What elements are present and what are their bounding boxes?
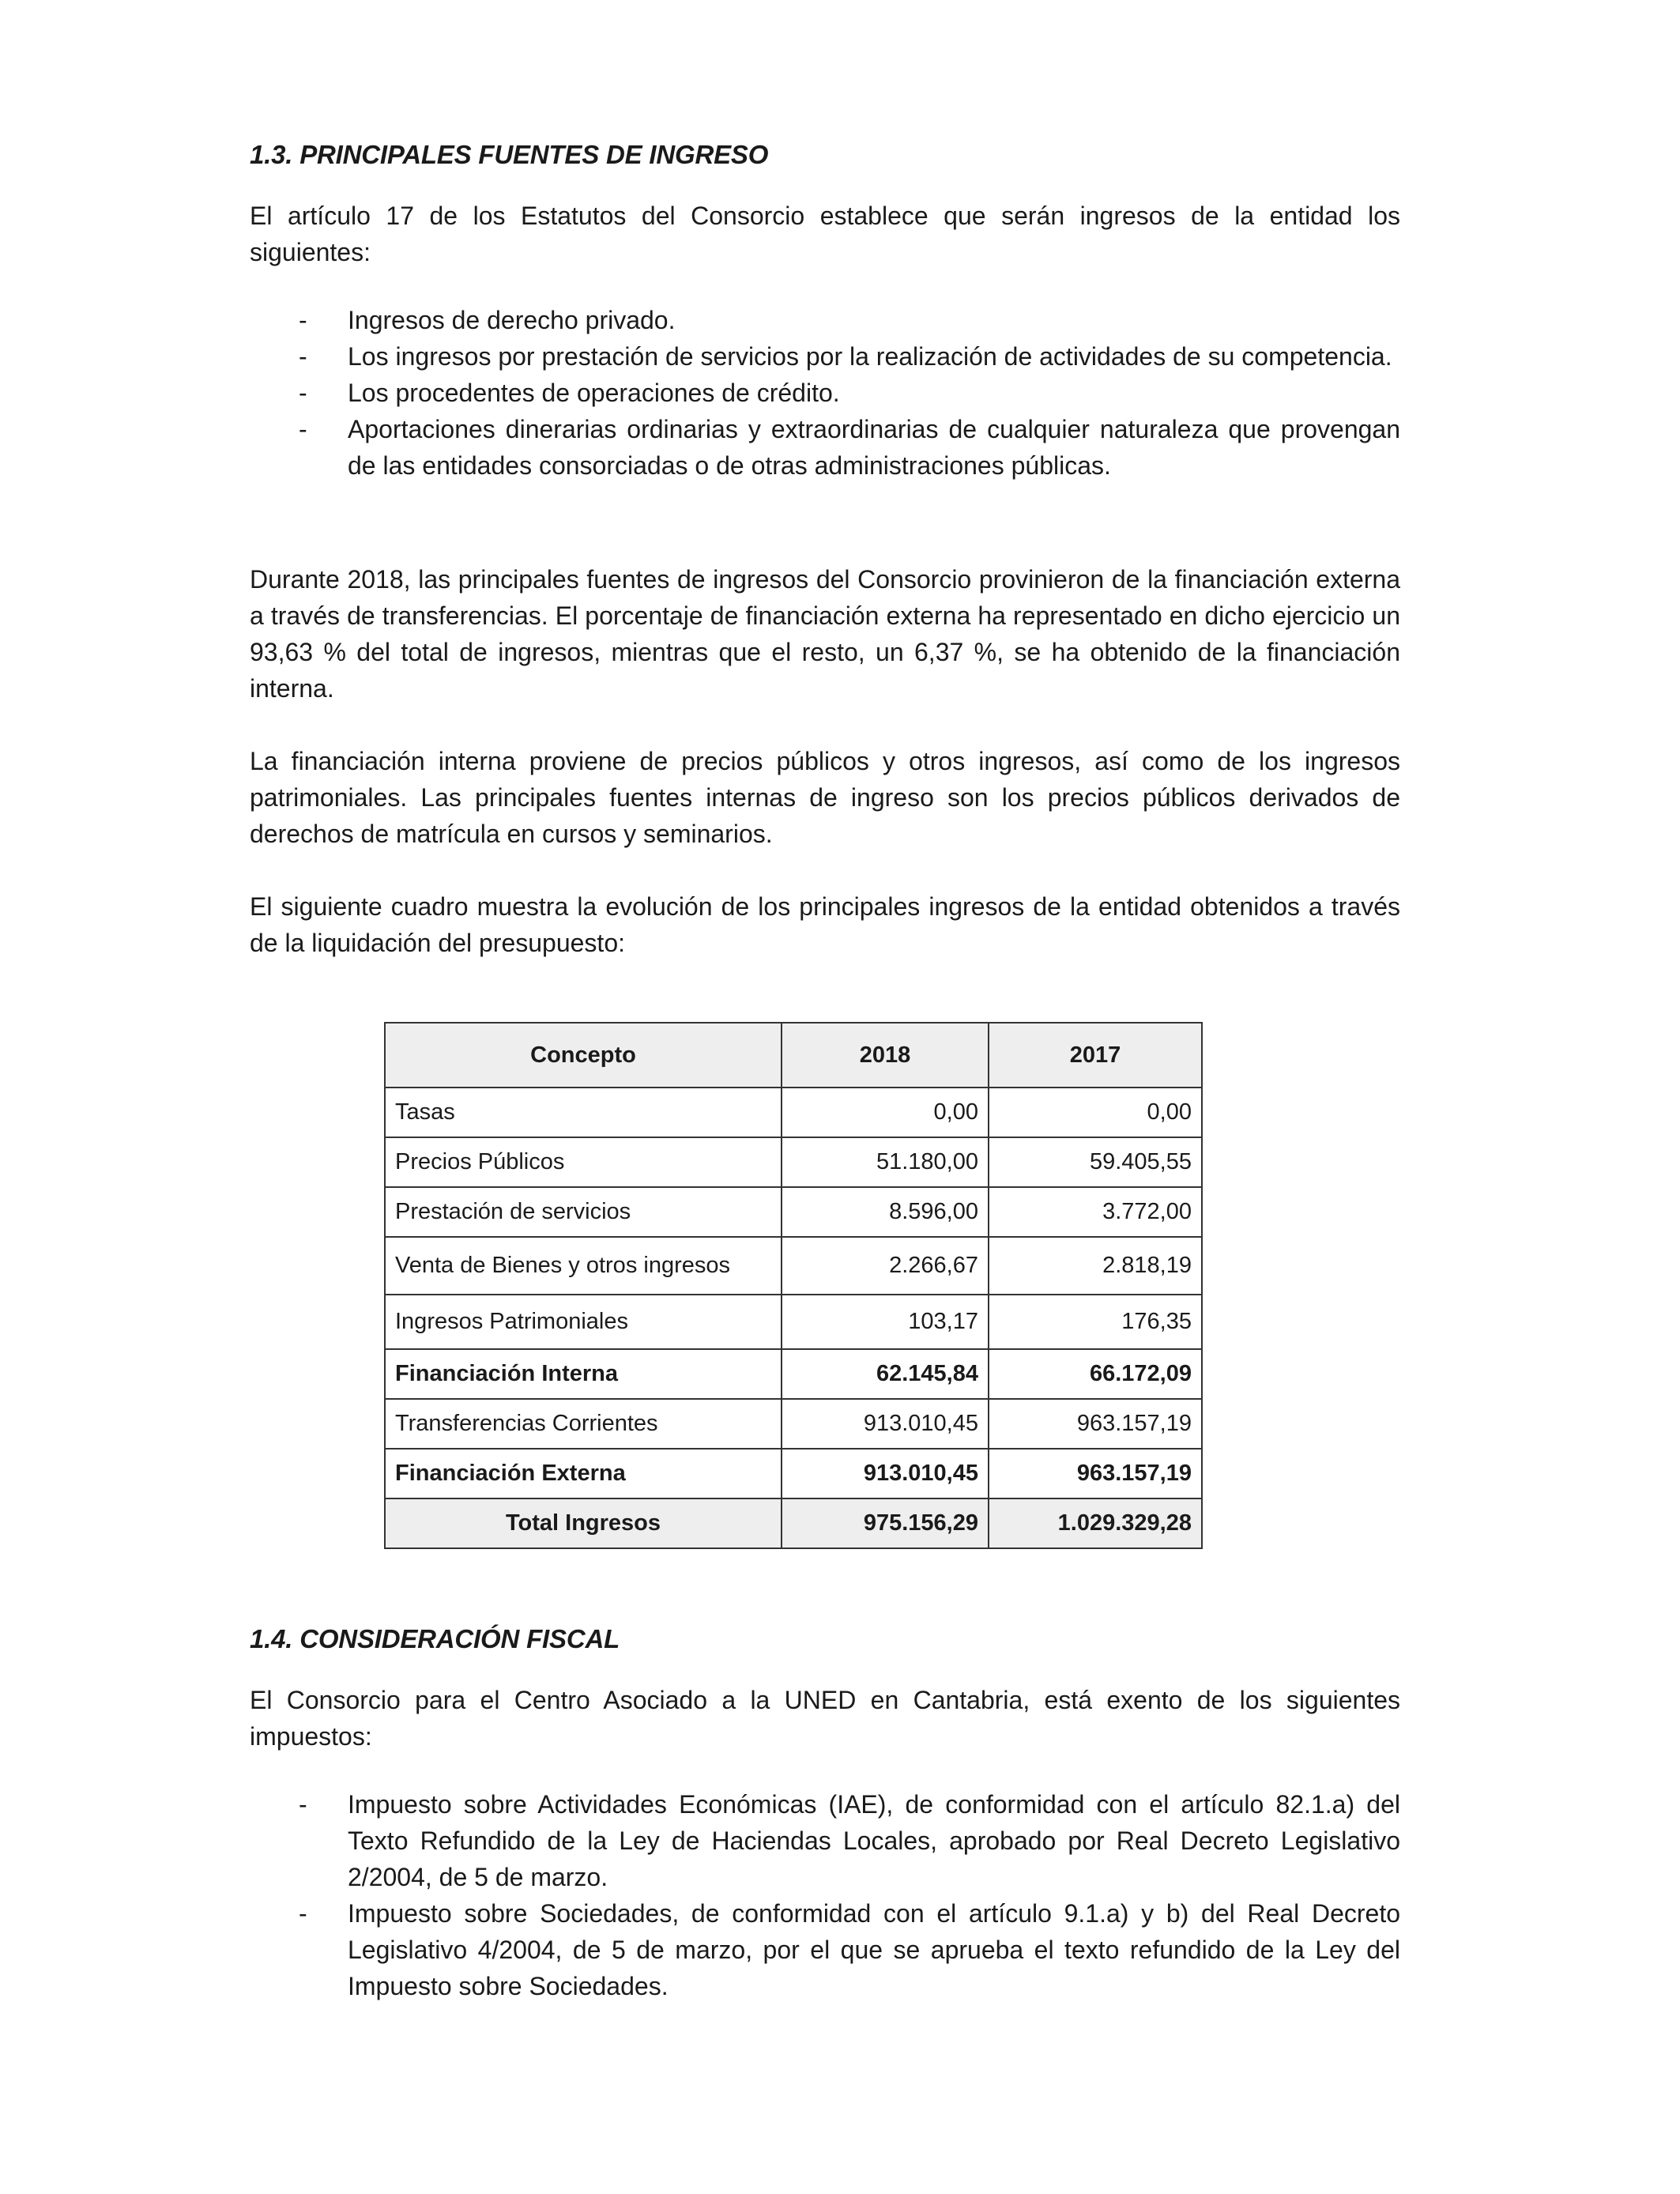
table-row bbox=[385, 1295, 1202, 1349]
list-item-text: Impuesto sobre Actividades Económicas (IAE), de conformidad con el artículo 82.1.a) del Texto Refundido de la Ley de Haciendas Locales, aprobado por Real Decreto Legislativo 2/2004, de 5 de marzo. bbox=[348, 1790, 1400, 1891]
cell-2018: 913.010,45 bbox=[782, 1399, 989, 1449]
table-row bbox=[385, 1237, 1202, 1295]
table-row bbox=[385, 1088, 1202, 1137]
list-item-text: Aportaciones dinerarias ordinarias y extraordinarias de cualquier naturaleza que provengan de las entidades consorciadas o de otras administraciones públicas. bbox=[348, 415, 1400, 480]
table-row bbox=[385, 1187, 1202, 1237]
cell-2018: 103,17 bbox=[782, 1295, 989, 1349]
income-table-wrapper bbox=[384, 1022, 1203, 1549]
paragraph-financiacion-interna: La financiación interna proviene de precios públicos y otros ingresos, así como de los ingresos patrimoniales. Las principales fuentes internas de ingreso son los precios públicos derivados de derechos de matrícula en cursos y seminarios. bbox=[250, 747, 1400, 848]
paragraph-financiacion-externa: Durante 2018, las principales fuentes de ingresos del Consorcio provinieron de la financiación externa a través de transferencias. El porcentaje de financiación externa ha representado en dicho ejercicio un 93,63 % del total de ingresos, mientras que el resto, un 6,37 %, se ha obtenido de la financiación interna. bbox=[250, 565, 1400, 703]
cell-2018: 62.145,84 bbox=[782, 1349, 989, 1399]
table-row bbox=[385, 1399, 1202, 1449]
list-dash: - bbox=[299, 415, 307, 443]
list-item-text: Impuesto sobre Sociedades, de conformidad con el artículo 9.1.a) y b) del Real Decreto Legislativo 4/2004, de 5 de marzo, por el que se aprueba el texto refundido de la Ley del Impuesto sobre Sociedades. bbox=[348, 1899, 1400, 2000]
section-intro-ingresos: El artículo 17 de los Estatutos del Consorcio establece que serán ingresos de la entidad los siguientes: bbox=[250, 202, 1400, 266]
cell-2017: 1.029.329,28 bbox=[989, 1498, 1202, 1548]
list-item bbox=[250, 411, 1400, 484]
cell-2017: 963.157,19 bbox=[989, 1399, 1202, 1449]
table-row-total bbox=[385, 1498, 1202, 1548]
cell-concept: Tasas bbox=[385, 1088, 782, 1137]
cell-2018: 8.596,00 bbox=[782, 1187, 989, 1237]
section-heading-fiscal: 1.4. CONSIDERACIÓN FISCAL bbox=[250, 1624, 620, 1653]
list-item-text: Ingresos de derecho privado. bbox=[348, 306, 676, 334]
cell-concept: Venta de Bienes y otros ingresos bbox=[385, 1237, 782, 1295]
section-intro-fiscal: El Consorcio para el Centro Asociado a la UNED en Cantabria, está exento de los siguientes impuestos: bbox=[250, 1686, 1400, 1751]
list-dash: - bbox=[299, 306, 307, 334]
tax-exemptions-list bbox=[250, 1786, 1400, 2004]
cell-2017: 3.772,00 bbox=[989, 1187, 1202, 1237]
list-item bbox=[250, 1786, 1400, 1895]
cell-2018: 0,00 bbox=[782, 1088, 989, 1137]
table-header-row bbox=[385, 1023, 1202, 1088]
table-row-subtotal bbox=[385, 1449, 1202, 1498]
column-header-concepto: Concepto bbox=[385, 1023, 782, 1088]
cell-2018: 975.156,29 bbox=[782, 1498, 989, 1548]
column-header-2017: 2017 bbox=[989, 1023, 1202, 1088]
list-item bbox=[250, 1895, 1400, 2004]
cell-concept: Ingresos Patrimoniales bbox=[385, 1295, 782, 1349]
cell-2018: 2.266,67 bbox=[782, 1237, 989, 1295]
cell-concept: Total Ingresos bbox=[385, 1498, 782, 1548]
table-row-subtotal bbox=[385, 1349, 1202, 1399]
list-dash: - bbox=[299, 1790, 307, 1819]
cell-concept: Prestación de servicios bbox=[385, 1187, 782, 1237]
paragraph-cuadro-intro: El siguiente cuadro muestra la evolución de los principales ingresos de la entidad obtenidos a través de la liquidación del presupuesto: bbox=[250, 892, 1400, 957]
table-row bbox=[385, 1137, 1202, 1187]
cell-2018: 51.180,00 bbox=[782, 1137, 989, 1187]
cell-2017: 59.405,55 bbox=[989, 1137, 1202, 1187]
cell-2017: 176,35 bbox=[989, 1295, 1202, 1349]
income-sources-list bbox=[250, 302, 1400, 484]
cell-concept: Financiación Interna bbox=[385, 1349, 782, 1399]
list-dash: - bbox=[299, 379, 307, 407]
list-item-text: Los procedentes de operaciones de crédito. bbox=[348, 379, 840, 407]
section-heading-ingresos: 1.3. PRINCIPALES FUENTES DE INGRESO bbox=[250, 140, 769, 169]
cell-2017: 66.172,09 bbox=[989, 1349, 1202, 1399]
column-header-2018: 2018 bbox=[782, 1023, 989, 1088]
list-item bbox=[250, 302, 1400, 338]
list-item-text: Los ingresos por prestación de servicios por la realización de actividades de su competencia. bbox=[348, 342, 1392, 371]
cell-2017: 2.818,19 bbox=[989, 1237, 1202, 1295]
cell-concept: Transferencias Corrientes bbox=[385, 1399, 782, 1449]
cell-concept: Financiación Externa bbox=[385, 1449, 782, 1498]
income-table bbox=[384, 1022, 1203, 1549]
cell-2018: 913.010,45 bbox=[782, 1449, 989, 1498]
cell-2017: 0,00 bbox=[989, 1088, 1202, 1137]
cell-2017: 963.157,19 bbox=[989, 1449, 1202, 1498]
list-item bbox=[250, 375, 1400, 411]
list-dash: - bbox=[299, 342, 307, 371]
list-dash: - bbox=[299, 1899, 307, 1928]
cell-concept: Precios Públicos bbox=[385, 1137, 782, 1187]
list-item bbox=[250, 338, 1400, 375]
